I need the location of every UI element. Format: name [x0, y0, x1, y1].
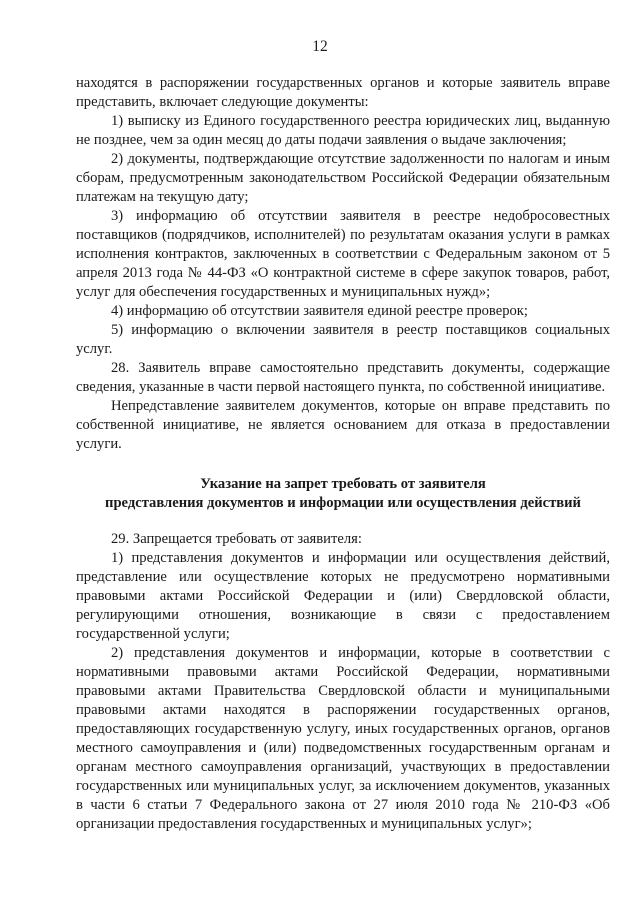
paragraph-continuation: находятся в распоряжении государственных органов и которые заявитель вправе представить, включает следующие документы: — [76, 75, 610, 110]
list-item-4-inspections-registry: 4) информацию об отсутствии заявителя единой реестре проверок; — [111, 303, 528, 319]
list-item-29-1: 1) представления документов и информации или осуществления действий, представление или осуществление которых не предусмотрено нормативными правовыми актами Российской Федерации и (или) Свердловской области, регулирующими отношения, возникающие в связи с предоставлением государственной услуги; — [76, 550, 610, 642]
list-item-1-egrul: 1) выписку из Единого государственного реестра юридических лиц, выданную не позднее, чем за один месяц до даты подачи заявления о выдаче заключения; — [76, 113, 610, 148]
section-heading-line-1: Указание на запрет требовать от заявителя — [200, 476, 486, 492]
paragraph-29: 29. Запрещается требовать от заявителя: — [111, 531, 362, 547]
list-item-2-tax-debt: 2) документы, подтверждающие отсутствие задолженности по налогам и иным сборам, предусмотренным законодательством Российской Федерации обязательным платежам на текущую дату; — [76, 151, 610, 205]
list-item-5-social-services: 5) информацию о включении заявителя в реестр поставщиков социальных услуг. — [76, 322, 610, 357]
section-heading-line-2: представления документов и информации или осуществления действий — [105, 495, 581, 511]
list-item-3-unfair-suppliers: 3) информацию об отсутствии заявителя в реестре недобросовестных поставщиков (подрядчиков, исполнителей) по результатам оказания услуги в рамках исполнения контрактов, заключенных в соответствии с Федеральным законом от 5 апреля 2013 года № 44-ФЗ «О контрактной системе в сфере закупок товаров, работ, услуг для обеспечения государственных и муниципальных нужд»; — [76, 208, 610, 300]
section-heading — [76, 475, 610, 513]
paragraph-non-submission: Непредставление заявителем документов, которые он вправе представить по собственной инициативе, не является основанием для отказа в предоставлении услуги. — [76, 398, 610, 452]
document-body — [76, 74, 610, 834]
list-item-29-2: 2) представления документов и информации, которые в соответствии с нормативными правовыми актами Российской Федерации, нормативными правовыми актами Правительства Свердловской области и муниципальными правовыми актами находятся в распоряжении государственных органов, предоставляющих государственную услугу, иных государственных органов, органов местного самоуправления и (или) подведомственных государственным органам и органам местного самоуправления организаций, участвующих в предоставлении государственных или муниципальных услуг, за исключением документов, указанных в части 6 статьи 7 Федерального закона от 27 июля 2010 года № 210-ФЗ «Об организации предоставления государственных и муниципальных услуг»; — [76, 645, 610, 832]
page-number: 12 — [312, 38, 328, 55]
paragraph-28: 28. Заявитель вправе самостоятельно представить документы, содержащие сведения, указанные в части первой настоящего пункта, по собственной инициативе. — [76, 360, 610, 395]
